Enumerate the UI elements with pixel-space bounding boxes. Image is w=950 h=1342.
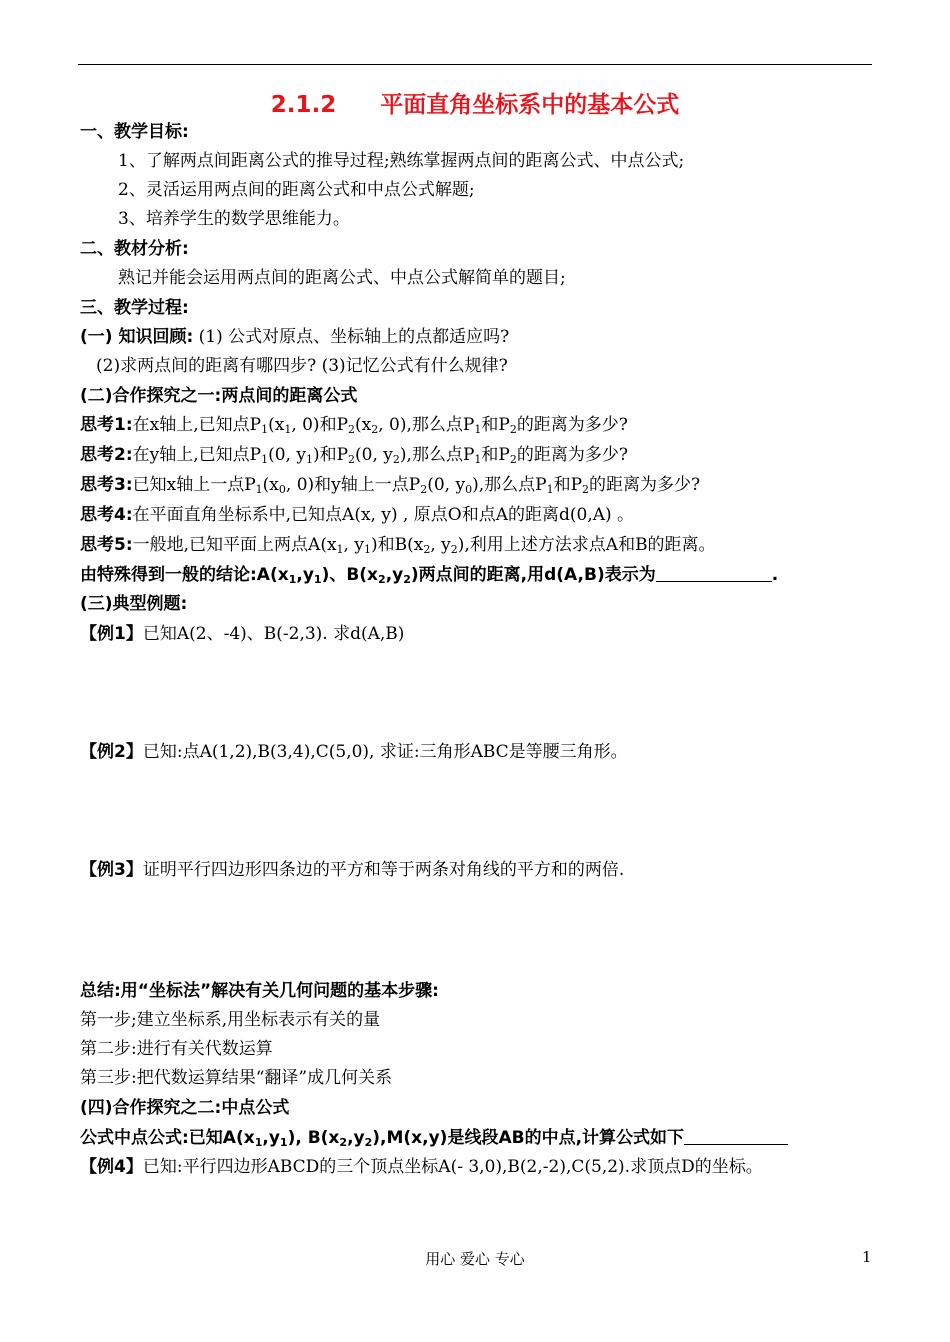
- review-question-2: (2)求两点间的距离有哪四步? (3)记忆公式有什么规律?: [96, 356, 508, 376]
- step-2: 第二步:进行有关代数运算: [80, 1039, 273, 1059]
- think-2: 思考2:在y轴上,已知点$P_1(0$, $y_1$)和$P_2(0$, $y_2$),那么点$P_1$和$P_2$的距离为多少?: [80, 445, 628, 466]
- think-5: 思考5:一般地,已知平面上两点$A(x_1$, $y_1$)和$B(x_2$, $y_2$),利用上述方法求点A和B的距离。: [80, 535, 716, 556]
- review-question-1: (1) 公式对原点、坐标轴上的点都适应吗?: [198, 327, 510, 347]
- objective-2: 2、灵活运用两点间的距离公式和中点公式解题;: [118, 180, 475, 200]
- example-1: [80, 623, 404, 645]
- midpoint-formula: 公式中点公式:已知$A(x_1,y_1)$, $B(x_2,y_2),M(x,y)$是线段AB的中点,计算公式如下: [80, 1127, 788, 1149]
- example-4-label: 【例4】: [80, 1157, 143, 1177]
- answer-blank[interactable]: [656, 567, 772, 582]
- part-3-heading: (三)典型例题:: [80, 594, 188, 614]
- think-2-label: 思考2:: [80, 445, 133, 465]
- think-3: 思考3:已知x轴上一点$P_1(x_0$, 0)和y轴上一点$P_2(0$, $y_0$),那么点$P_1$和$P_2$的距离为多少?: [80, 475, 701, 496]
- section-1-heading: 一、教学目标:: [80, 122, 189, 142]
- section-2-heading: 二、教材分析:: [80, 239, 189, 259]
- step-1: 第一步;建立坐标系,用坐标表示有关的量: [80, 1010, 381, 1030]
- example-1-label: 【例1】: [80, 624, 143, 644]
- objective-1: 1、了解两点间距离公式的推导过程;熟练掌握两点间的距离公式、中点公式;: [118, 151, 685, 171]
- analysis-text: 熟记并能会运用两点间的距离公式、中点公式解简单的题目;: [118, 268, 566, 288]
- header-rule: [78, 64, 872, 65]
- example-2-label: 【例2】: [80, 742, 143, 762]
- title-number: 2.1.2: [270, 92, 337, 118]
- think-5-label: 思考5:: [80, 535, 133, 555]
- example-4-text: 已知:平行四边形ABCD的三个顶点坐标A(- 3,0),B(2,-2),C(5,2).求顶点D的坐标。: [142, 1157, 763, 1177]
- example-2-text: 已知:点A(1,2),B(3,4),C(5,0), 求证:三角形ABC是等腰三角形。: [142, 742, 628, 762]
- example-3-text: 证明平行四边形四条边的平方和等于两条对角线的平方和的两倍.: [142, 860, 625, 880]
- page-title: [0, 86, 950, 119]
- think-1: 思考1:在x轴上,已知点$P_1(x_1$, 0)和$P_2(x_2$, 0),那么点$P_1$和$P_2$的距离为多少?: [80, 415, 628, 436]
- section-3-heading: 三、教学过程:: [80, 298, 189, 318]
- part-2-heading: (二)合作探究之一:两点间的距离公式: [80, 386, 358, 406]
- think-4-text: 在平面直角坐标系中,已知点A(x, y) , 原点O和点A的距离d(0,A) 。: [132, 505, 635, 525]
- conclusion: 由特殊得到一般的结论$:A(x_1,y_1)$、$B(x_2,y_2)$两点间的距离,用d(A,B)表示为 .: [80, 565, 779, 586]
- summary-heading: 总结:用“坐标法”解决有关几何问题的基本步骤:: [80, 981, 439, 1001]
- example-1-text: 已知A(2、-4)、B(-2,3). 求d(A,B): [142, 624, 405, 644]
- objective-3: 3、培养学生的数学思维能力。: [118, 209, 350, 229]
- example-3: [80, 859, 624, 881]
- midpoint-answer-blank[interactable]: [684, 1130, 788, 1145]
- review-label: (一) 知识回顾:: [80, 327, 194, 347]
- footer-text: 用心 爱心 专心: [425, 1250, 525, 1268]
- review-line: [80, 326, 509, 348]
- step-3: 第三步:把代数运算结果“翻译”成几何关系: [80, 1068, 393, 1088]
- think-4-label: 思考4:: [80, 505, 133, 525]
- part-4-heading: (四)合作探究之二:中点公式: [80, 1098, 290, 1118]
- think-3-label: 思考3:: [80, 475, 133, 495]
- title-text: 平面直角坐标系中的基本公式: [380, 92, 680, 118]
- example-4: [80, 1156, 763, 1178]
- page-number: 1: [862, 1248, 872, 1266]
- example-2: [80, 741, 628, 763]
- think-1-label: 思考1:: [80, 415, 133, 435]
- think-4: [80, 504, 634, 526]
- example-3-label: 【例3】: [80, 860, 143, 880]
